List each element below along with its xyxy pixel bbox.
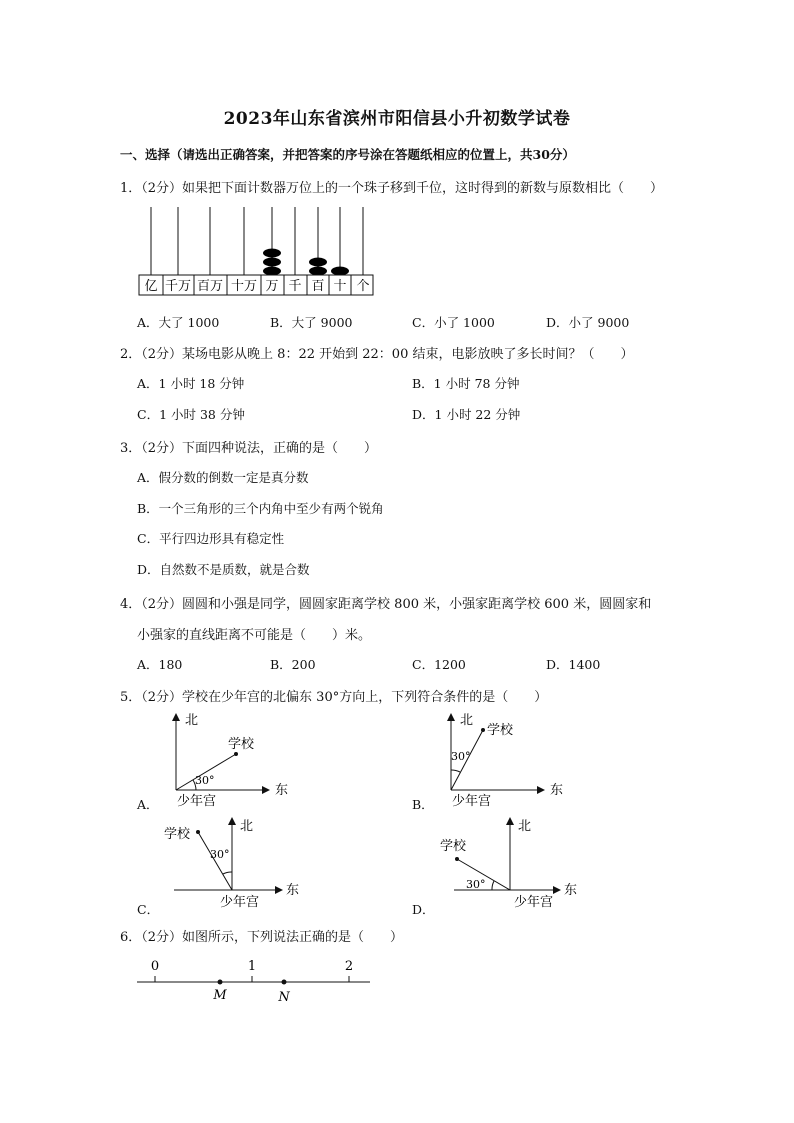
school-label: 学校: [228, 737, 255, 752]
palace-label: 少年宫: [220, 895, 260, 910]
question-3-text: 3．（2分）下面四种说法，正确的是（ ）: [120, 441, 378, 456]
east-label: 东: [286, 883, 300, 898]
north-label: 北: [240, 819, 254, 834]
q3-option-a[interactable]: A．假分数的倒数一定是真分数: [137, 470, 309, 485]
abacus-base: [139, 275, 373, 295]
question-6-text: 6．（2分）如图所示，下列说法正确的是（ ）: [120, 930, 404, 945]
palace-label: 少年宫: [514, 895, 554, 910]
q4-option-c[interactable]: C．1200: [412, 657, 466, 672]
q1-option-c[interactable]: C．小了 1000: [412, 315, 495, 330]
angle-arc: [223, 872, 232, 874]
tick-label-1: 1: [247, 959, 257, 974]
q5-diagram-b: [430, 708, 580, 808]
page-title: 2023年山东省滨州市阳信县小升初数学试卷: [223, 109, 571, 129]
school-dot: [455, 857, 459, 861]
abacus-label: 千: [288, 279, 302, 294]
q3-option-c[interactable]: C．平行四边形具有稳定性: [137, 531, 285, 546]
abacus-bead-wan: [263, 258, 281, 267]
q1-option-b[interactable]: B．大了 9000: [270, 315, 353, 330]
q5-option-d[interactable]: D．: [412, 902, 435, 917]
abacus-label: 十万: [230, 279, 258, 294]
east-label: 东: [275, 783, 289, 798]
angle-label: 30°: [451, 750, 471, 763]
q5-option-a[interactable]: A．: [137, 797, 159, 812]
point-m-label: M: [213, 988, 227, 1003]
angle-arc: [451, 770, 460, 772]
point-n-label: N: [278, 990, 290, 1005]
angle-label: 30°: [466, 878, 486, 891]
palace-label: 少年宫: [177, 794, 217, 808]
abacus-label: 万: [265, 279, 279, 294]
school-dot: [234, 752, 238, 756]
abacus-label: 百万: [196, 279, 224, 294]
school-label: 学校: [164, 827, 191, 842]
question-1-text: 1．（2分）如果把下面计数器万位上的一个珠子移到千位，这时得到的新数与原数相比（ ）: [120, 181, 664, 196]
tick-label-0: 0: [150, 959, 160, 974]
q4-option-a[interactable]: A．180: [137, 657, 183, 672]
school-dot: [196, 830, 200, 834]
abacus-beads: [263, 249, 349, 276]
q4-option-d[interactable]: D．1400: [546, 657, 601, 672]
palace-label: 少年宫: [452, 794, 492, 808]
question-2-text: 2．（2分）某场电影从晚上 8：22 开始到 22：00 结束，电影放映了多长时间？（ ）: [120, 347, 634, 362]
question-5-text: 5．（2分）学校在少年宫的北偏东 30°方向上，下列符合条件的是（ ）: [120, 690, 548, 705]
q1-option-d[interactable]: D．小了 9000: [546, 315, 630, 330]
school-label: 学校: [440, 839, 467, 854]
q5-option-b[interactable]: B．: [412, 797, 434, 812]
school-label: 学校: [487, 723, 514, 738]
abacus-bead-wan: [263, 267, 281, 276]
abacus-label: 十: [333, 279, 347, 294]
abacus-bead-shi: [331, 267, 349, 276]
question-4-text-line-1: 4．（2分）圆圆和小强是同学，圆圆家距离学校 800 米，小强家距离学校 600 米，圆圆家和: [120, 597, 652, 612]
q5-diagram-a: [155, 708, 305, 808]
abacus-label: 亿: [144, 279, 158, 294]
abacus-bead-wan: [263, 249, 281, 258]
direction-ray: [198, 832, 232, 890]
point-m: [218, 980, 223, 985]
abacus-label: 百: [311, 279, 325, 294]
q5-option-c[interactable]: C．: [137, 902, 160, 917]
q2-option-d[interactable]: D．1 小时 22 分钟: [412, 407, 521, 422]
q3-option-d[interactable]: D．自然数不是质数，就是合数: [137, 562, 310, 577]
angle-label: 30°: [195, 774, 215, 787]
q5-diagram-c: [160, 812, 310, 912]
tick-label-2: 2: [344, 959, 354, 974]
north-label: 北: [460, 713, 474, 728]
q5-diagram-d: [436, 812, 586, 912]
q4-option-b[interactable]: B．200: [270, 657, 316, 672]
abacus-bead-bai: [309, 267, 327, 276]
q1-option-a[interactable]: A．大了 1000: [137, 315, 220, 330]
q2-option-b[interactable]: B．1 小时 78 分钟: [412, 376, 520, 391]
east-label: 东: [550, 783, 564, 798]
angle-label: 30°: [210, 848, 230, 861]
east-label: 东: [564, 883, 578, 898]
q2-option-a[interactable]: A．1 小时 18 分钟: [137, 376, 245, 391]
north-label: 北: [185, 713, 199, 728]
abacus-rods: [151, 207, 363, 275]
q2-option-c[interactable]: C．1 小时 38 分钟: [137, 407, 245, 422]
number-line-figure: [130, 952, 380, 1012]
abacus-label: 个: [356, 279, 370, 294]
north-label: 北: [518, 819, 532, 834]
abacus-figure: [135, 205, 380, 297]
abacus-label: 千万: [164, 279, 192, 294]
question-4-text-line-2: 小强家的直线距离不可能是（ ）米。: [137, 628, 372, 643]
abacus-bead-bai: [309, 258, 327, 267]
section-heading: 一、选择（请选出正确答案，并把答案的序号涂在答题纸相应的位置上，共30分）: [120, 147, 575, 162]
point-n: [282, 980, 287, 985]
angle-arc: [492, 881, 494, 890]
school-dot: [481, 728, 485, 732]
q3-option-b[interactable]: B．一个三角形的三个内角中至少有两个锐角: [137, 501, 384, 516]
